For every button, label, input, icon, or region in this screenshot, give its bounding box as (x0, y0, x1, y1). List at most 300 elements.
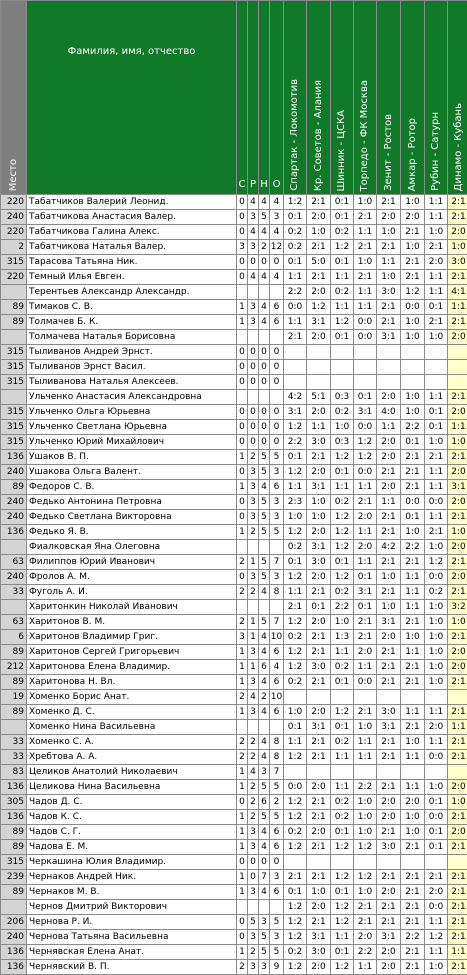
score-cell: 2:1 (401, 720, 425, 735)
score-cell: 2:1 (284, 870, 307, 885)
score-cell: 1:2 (284, 525, 307, 540)
score-cell: 2:1 (448, 585, 467, 600)
table-row (1, 195, 467, 210)
name-header: Фамилия, имя, отчество (27, 1, 237, 195)
place-cell: 89 (1, 825, 27, 840)
score-cell: 1:2 (284, 840, 307, 855)
score-cell: 2:1 (377, 645, 401, 660)
score-cell (425, 855, 448, 870)
stat-cell: 0 (270, 345, 284, 360)
score-cell: 2:0 (448, 645, 467, 660)
table-row (1, 675, 467, 690)
stat-cell: 7 (270, 765, 284, 780)
stat-cell: 6 (270, 840, 284, 855)
stat-cell: 4 (259, 480, 270, 495)
score-cell: 1:1 (401, 585, 425, 600)
score-cell: 2:1 (307, 795, 331, 810)
stat-cell (259, 600, 270, 615)
score-cell (354, 345, 377, 360)
stat-cell: 0 (270, 360, 284, 375)
stat-cell: 0 (259, 345, 270, 360)
score-cell: 1:0 (401, 810, 425, 825)
score-cell: 0:2 (331, 795, 354, 810)
stat-cell: 4 (259, 675, 270, 690)
score-cell: 2:1 (377, 240, 401, 255)
stat-cell: 0 (237, 915, 248, 930)
score-cell: 2:1 (354, 210, 377, 225)
stat-cell: 6 (259, 660, 270, 675)
score-cell: 1:1 (425, 390, 448, 405)
stat-cell: 5 (270, 780, 284, 795)
score-cell: 2:1 (377, 525, 401, 540)
score-cell: 1:1 (425, 915, 448, 930)
score-cell: 2:0 (377, 810, 401, 825)
score-cell: 2:2 (354, 945, 377, 960)
score-cell: 1:1 (401, 705, 425, 720)
score-cell: 0:1 (331, 330, 354, 345)
stat-cell (237, 900, 248, 915)
score-cell: 3:1 (307, 315, 331, 330)
score-cell: 1:2 (284, 570, 307, 585)
score-cell: 2:0 (377, 480, 401, 495)
score-cell (307, 690, 331, 705)
score-cell: 2:1 (377, 735, 401, 750)
score-cell (448, 690, 467, 705)
stat-cell: 4 (259, 750, 270, 765)
score-cell: 1:2 (331, 570, 354, 585)
score-cell: 1:2 (331, 705, 354, 720)
stat-cell: 0 (259, 420, 270, 435)
name-cell: Ульченко Светлана Юрьевна (27, 420, 237, 435)
place-cell: 89 (1, 840, 27, 855)
table-row (1, 315, 467, 330)
stat-cell: 4 (270, 195, 284, 210)
score-cell: 0:2 (331, 405, 354, 420)
score-cell: 0:0 (425, 810, 448, 825)
score-cell: 1:1 (354, 300, 377, 315)
score-cell: 1:1 (448, 420, 467, 435)
stat-cell: 0 (248, 360, 259, 375)
score-cell: 1:1 (354, 960, 377, 975)
stat-cell: 4 (270, 225, 284, 240)
place-cell (1, 390, 27, 405)
score-cell: 1:0 (401, 525, 425, 540)
stat-cell: 3 (270, 930, 284, 945)
score-cell: 2:0 (307, 465, 331, 480)
stat-cell: 0 (259, 435, 270, 450)
stat-cell: 3 (270, 495, 284, 510)
match-header-label: Динамо - Кубань (452, 103, 466, 191)
score-cell: 1:0 (448, 795, 467, 810)
score-cell (425, 345, 448, 360)
table-row (1, 855, 467, 870)
score-cell: 0:1 (354, 600, 377, 615)
score-cell: 2:0 (448, 330, 467, 345)
place-cell: 19 (1, 690, 27, 705)
stat-cell: 1 (248, 630, 259, 645)
score-cell: 2:1 (377, 660, 401, 675)
score-cell: 0:0 (401, 495, 425, 510)
name-cell: Харитонкин Николай Иванович (27, 600, 237, 615)
score-cell: 2:1 (448, 870, 467, 885)
stat-cell: 5 (270, 915, 284, 930)
name-cell: Табатчиков Валерий Леонид. (27, 195, 237, 210)
score-cell: 3:1 (284, 405, 307, 420)
score-cell: 2:0 (377, 960, 401, 975)
table-row (1, 825, 467, 840)
score-cell: 2:1 (401, 465, 425, 480)
stat-cell: 6 (270, 300, 284, 315)
score-cell (448, 765, 467, 780)
score-cell: 1:0 (425, 645, 448, 660)
score-cell: 2:1 (377, 315, 401, 330)
table-row (1, 540, 467, 555)
place-cell: 89 (1, 645, 27, 660)
score-cell: 2:1 (401, 675, 425, 690)
stat-cell: 0 (237, 405, 248, 420)
score-cell: 2:0 (448, 780, 467, 795)
score-cell: 2:2 (331, 600, 354, 615)
table-row (1, 255, 467, 270)
stat-cell: 4 (259, 645, 270, 660)
score-cell: 2:1 (307, 750, 331, 765)
stat-cell (259, 390, 270, 405)
score-cell: 0:2 (284, 240, 307, 255)
score-cell: 2:1 (448, 885, 467, 900)
stat-cell (237, 720, 248, 735)
score-cell: 2:1 (401, 840, 425, 855)
score-cell: 1:2 (354, 870, 377, 885)
stat-cell (248, 390, 259, 405)
score-cell: 2:1 (448, 195, 467, 210)
score-cell (425, 375, 448, 390)
stat-cell: 0 (259, 855, 270, 870)
score-cell: 2:1 (377, 510, 401, 525)
table-row (1, 300, 467, 315)
stat-cell: 5 (259, 945, 270, 960)
score-cell: 1:0 (377, 570, 401, 585)
score-cell: 0:0 (354, 420, 377, 435)
score-cell: 1:0 (425, 540, 448, 555)
score-cell: 1:2 (284, 465, 307, 480)
score-cell: 2:0 (448, 825, 467, 840)
score-cell: 2:1 (448, 210, 467, 225)
name-cell: Терентьев Александр Александр. (27, 285, 237, 300)
place-cell: 136 (1, 960, 27, 975)
name-cell: Толмачев Б. К. (27, 315, 237, 330)
place-cell: 212 (1, 660, 27, 675)
score-cell: 2:1 (354, 270, 377, 285)
place-cell: 136 (1, 450, 27, 465)
score-cell: 1:0 (354, 825, 377, 840)
score-cell (331, 765, 354, 780)
score-cell: 1:1 (354, 285, 377, 300)
stat-cell (270, 390, 284, 405)
name-cell: Чадов С. Г. (27, 825, 237, 840)
score-cell: 2:0 (377, 945, 401, 960)
score-cell: 1:2 (331, 525, 354, 540)
score-cell: 1:1 (284, 585, 307, 600)
score-cell: 1:0 (425, 660, 448, 675)
score-cell: 3:1 (307, 720, 331, 735)
score-cell: 4:1 (448, 285, 467, 300)
score-cell: 2:1 (448, 915, 467, 930)
table-row (1, 570, 467, 585)
table-row (1, 915, 467, 930)
score-cell: 2:1 (377, 870, 401, 885)
stat-cell: 1 (237, 870, 248, 885)
score-cell: 0:1 (331, 945, 354, 960)
stat-cell: 2 (237, 555, 248, 570)
score-cell: 1:1 (354, 525, 377, 540)
score-cell: 1:0 (377, 270, 401, 285)
score-cell: 2:0 (307, 705, 331, 720)
stat-cell: 3 (270, 570, 284, 585)
match-header-label: Рубин - Сатурн (429, 112, 443, 191)
name-cell: Харитонова Н. Вл. (27, 675, 237, 690)
score-cell: 3:0 (307, 555, 331, 570)
table-row (1, 420, 467, 435)
score-cell: 2:1 (425, 870, 448, 885)
stat-cell (270, 285, 284, 300)
stat-cell: 5 (259, 450, 270, 465)
score-cell: 2:0 (307, 780, 331, 795)
stat-cell: 1 (237, 660, 248, 675)
score-cell: 2:0 (425, 720, 448, 735)
score-cell: 1:1 (425, 480, 448, 495)
score-cell: 0:1 (284, 450, 307, 465)
score-cell: 2:0 (425, 255, 448, 270)
name-cell: Хоменко С. А. (27, 735, 237, 750)
score-cell: 0:0 (284, 780, 307, 795)
match-header-3 (331, 1, 354, 195)
table-row (1, 615, 467, 630)
score-cell: 2:1 (401, 450, 425, 465)
score-cell: 2:1 (377, 900, 401, 915)
stat-cell: 0 (248, 435, 259, 450)
table-row (1, 810, 467, 825)
score-cell: 2:2 (401, 420, 425, 435)
table-row (1, 435, 467, 450)
score-cell: 1:0 (307, 510, 331, 525)
score-cell: 1:2 (425, 930, 448, 945)
stat-cell (259, 720, 270, 735)
stat-cell: 0 (237, 345, 248, 360)
score-cell: 1:0 (401, 315, 425, 330)
score-cell (401, 855, 425, 870)
score-cell: 1:0 (401, 240, 425, 255)
name-cell: Фуголь А. И. (27, 585, 237, 600)
score-cell: 2:1 (377, 585, 401, 600)
stat-cell: 0 (237, 495, 248, 510)
score-cell: 2:1 (354, 240, 377, 255)
score-cell (425, 765, 448, 780)
score-cell: 2:1 (425, 240, 448, 255)
score-cell: 2:1 (401, 615, 425, 630)
stat-cell: 0 (237, 360, 248, 375)
stat-cell: 5 (270, 450, 284, 465)
score-cell: 2:1 (448, 315, 467, 330)
score-cell: 2:1 (448, 735, 467, 750)
score-cell: 2:1 (377, 825, 401, 840)
stat-cell: 3 (248, 510, 259, 525)
score-cell: 2:1 (448, 630, 467, 645)
score-cell: 1:1 (377, 495, 401, 510)
name-cell: Чернова Татьяна Васильевна (27, 930, 237, 945)
score-cell: 1:2 (284, 645, 307, 660)
stat-cell: 2 (248, 945, 259, 960)
stat-cell: 1 (237, 810, 248, 825)
name-cell: Фролов А. М. (27, 570, 237, 585)
score-cell: 1:1 (425, 510, 448, 525)
stat-cell: 0 (259, 360, 270, 375)
stat-cell: 5 (259, 615, 270, 630)
score-cell: 2:0 (448, 405, 467, 420)
score-cell: 1:0 (307, 495, 331, 510)
score-cell (307, 855, 331, 870)
table-row (1, 705, 467, 720)
score-cell: 2:0 (377, 450, 401, 465)
stat-cell: 5 (259, 930, 270, 945)
table-row (1, 645, 467, 660)
score-cell: 2:2 (401, 540, 425, 555)
name-cell: Ульченко Анастасия Александровна (27, 390, 237, 405)
place-header (1, 1, 27, 195)
name-cell: Чернявский В. П. (27, 960, 237, 975)
score-cell: 0:1 (425, 405, 448, 420)
score-cell (284, 345, 307, 360)
score-cell: 1:1 (284, 480, 307, 495)
stat-cell: 4 (259, 195, 270, 210)
stat-cell: 1 (237, 705, 248, 720)
stat-cell: 0 (270, 255, 284, 270)
place-cell: 136 (1, 810, 27, 825)
name-cell: Ульченко Юрий Михайлович (27, 435, 237, 450)
stat-cell (270, 900, 284, 915)
score-cell: 2:1 (448, 450, 467, 465)
place-cell: 240 (1, 465, 27, 480)
name-cell: Тимаков С. В. (27, 300, 237, 315)
score-cell: 1:1 (307, 420, 331, 435)
name-cell: Табатчикова Галина Алекс. (27, 225, 237, 240)
score-cell: 2:1 (401, 660, 425, 675)
score-cell: 2:1 (401, 480, 425, 495)
score-cell: 5:0 (307, 255, 331, 270)
score-cell: 1:0 (448, 615, 467, 630)
score-cell: 1:0 (425, 600, 448, 615)
name-cell: Тыливанов Андрей Эрнст. (27, 345, 237, 360)
score-cell (448, 345, 467, 360)
stat-cell (237, 285, 248, 300)
stat-cell: 7 (270, 555, 284, 570)
score-cell (331, 360, 354, 375)
score-cell: 2:1 (401, 900, 425, 915)
score-cell: 0:1 (284, 720, 307, 735)
score-cell: 2:0 (307, 960, 331, 975)
score-cell: 0:1 (401, 435, 425, 450)
score-cell: 2:1 (354, 495, 377, 510)
table-row (1, 480, 467, 495)
score-cell: 2:1 (401, 885, 425, 900)
table-row (1, 345, 467, 360)
place-cell (1, 720, 27, 735)
stat-cell (248, 330, 259, 345)
stat-cell: 0 (237, 510, 248, 525)
score-cell: 2:1 (354, 705, 377, 720)
stat-cell: 3 (248, 495, 259, 510)
score-cell: 2:1 (307, 870, 331, 885)
match-header-label: Шинник - ЦСКА (335, 110, 349, 191)
stat-cell: 0 (237, 420, 248, 435)
score-cell: 1:1 (448, 720, 467, 735)
name-cell: Федько Антонина Петровна (27, 495, 237, 510)
score-cell: 1:0 (425, 675, 448, 690)
stat-cell: 0 (237, 855, 248, 870)
name-cell: Ульченко Ольга Юрьевна (27, 405, 237, 420)
score-cell: 1:0 (284, 510, 307, 525)
score-cell (425, 360, 448, 375)
score-cell: 1:1 (331, 780, 354, 795)
place-cell: 240 (1, 495, 27, 510)
match-header-7 (425, 1, 448, 195)
score-cell: 1:2 (401, 285, 425, 300)
score-cell: 2:0 (307, 570, 331, 585)
name-cell: Чернова Р. И. (27, 915, 237, 930)
score-cell: 0:1 (331, 555, 354, 570)
score-cell: 0:2 (284, 945, 307, 960)
score-cell: 2:0 (307, 525, 331, 540)
stat-cell: 3 (248, 570, 259, 585)
place-cell (1, 540, 27, 555)
place-cell (1, 285, 27, 300)
score-cell: 2:1 (448, 750, 467, 765)
score-cell: 0:2 (331, 735, 354, 750)
score-cell: 1:0 (401, 405, 425, 420)
score-cell: 1:2 (284, 795, 307, 810)
table-row (1, 780, 467, 795)
score-cell: 2:1 (284, 600, 307, 615)
stat-cell: 0 (237, 795, 248, 810)
score-cell: 1:0 (331, 615, 354, 630)
score-cell: 3:1 (307, 540, 331, 555)
stat-cell: 0 (237, 195, 248, 210)
table-row (1, 285, 467, 300)
name-cell: Чадова Е. М. (27, 840, 237, 855)
score-cell: 1:0 (401, 825, 425, 840)
match-header-label: Кр. Советов - Алания (312, 80, 326, 191)
score-cell: 1:0 (401, 735, 425, 750)
score-cell: 0:1 (425, 420, 448, 435)
name-cell: Хоменко Д. С. (27, 705, 237, 720)
score-cell: 3:1 (307, 480, 331, 495)
table-row (1, 600, 467, 615)
score-cell: 3:1 (448, 480, 467, 495)
stat-cell (270, 600, 284, 615)
name-cell: Хребтова А. А. (27, 750, 237, 765)
place-cell: 315 (1, 345, 27, 360)
place-cell (1, 330, 27, 345)
score-cell (448, 855, 467, 870)
place-cell: 240 (1, 570, 27, 585)
score-cell: 1:1 (448, 945, 467, 960)
place-cell: 33 (1, 735, 27, 750)
score-cell: 2:1 (401, 915, 425, 930)
score-cell: 0:1 (425, 825, 448, 840)
stat-cell: 0 (248, 345, 259, 360)
stat-cell: 0 (248, 405, 259, 420)
score-cell: 1:1 (425, 945, 448, 960)
score-cell: 2:1 (307, 240, 331, 255)
